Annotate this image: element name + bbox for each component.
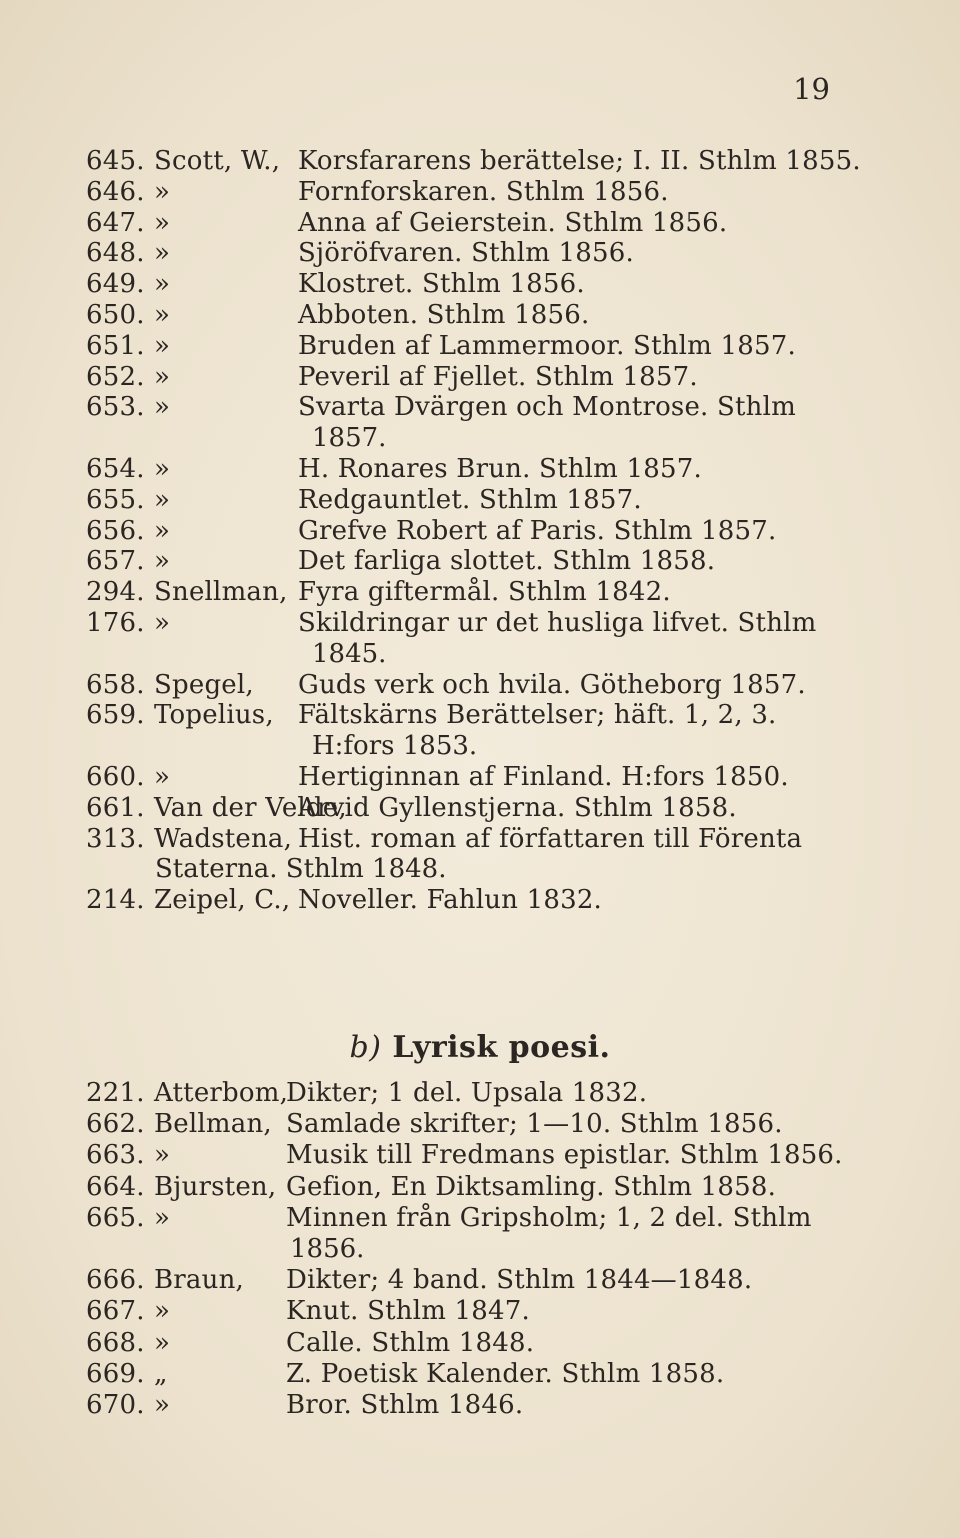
entry-author: Bellman,	[154, 1109, 272, 1140]
list-item	[86, 824, 876, 854]
entry-number: 660.	[86, 762, 145, 792]
entry-author: »	[154, 269, 171, 300]
entry-title: Fornforskaren. Sthlm 1856.	[298, 176, 669, 207]
list-item	[86, 1265, 876, 1295]
list-item	[86, 1078, 876, 1108]
entry-author: Snellman,	[154, 577, 288, 608]
list-item	[86, 485, 876, 515]
entry-author: Topelius,	[154, 700, 274, 731]
list-item	[86, 1296, 876, 1326]
entry-author: Atterbom,	[154, 1078, 289, 1108]
entry-number: 214.	[86, 885, 145, 916]
entry-title: Samlade skrifter; 1—10. Sthlm 1856.	[286, 1109, 783, 1140]
entry-number: 313.	[86, 823, 145, 854]
list-item	[86, 146, 876, 176]
entry-title: Bruden af Lammermoor. Sthlm 1857.	[298, 330, 796, 361]
entry-title: Anna af Geierstein. Sthlm 1856.	[298, 207, 728, 238]
entry-author: Van der Velde,	[154, 792, 347, 823]
entry-title: Sjöröfvaren. Sthlm 1856.	[298, 238, 634, 269]
entry-title: Redgauntlet. Sthlm 1857.	[298, 484, 642, 515]
entry-author: »	[154, 207, 171, 238]
entry-author: Zeipel, C.,	[154, 885, 291, 916]
list-item	[86, 608, 876, 638]
entry-author: »	[154, 515, 171, 546]
list-item	[86, 577, 876, 607]
entry-author: »	[154, 392, 171, 423]
entry-number: 654.	[86, 454, 145, 484]
entry-title: Grefve Robert af Paris. Sthlm 1857.	[298, 515, 777, 546]
entry-number: 663.	[86, 1140, 145, 1171]
entry-number: 648.	[86, 238, 145, 269]
list-item	[86, 177, 876, 207]
section-letter: b)	[349, 1030, 382, 1065]
entry-author: »	[154, 238, 171, 269]
entry-continuation: 1857.	[312, 423, 387, 454]
list-item	[86, 454, 876, 484]
entry-author: Scott, W.,	[154, 146, 281, 176]
entry-number: 664.	[86, 1171, 145, 1202]
list-item	[86, 516, 876, 546]
entry-number: 294.	[86, 577, 145, 608]
list-item	[86, 208, 876, 238]
entry-author: »	[154, 330, 171, 361]
entry-author: »	[154, 454, 171, 484]
entry-author: »	[154, 1296, 171, 1327]
entry-number: 655.	[86, 484, 145, 515]
entry-number: 667.	[86, 1296, 145, 1327]
entry-title: Skildringar ur det husliga lifvet. Sthlm	[298, 608, 817, 638]
entry-number: 651.	[86, 330, 145, 361]
entry-title: Guds verk och hvila. Götheborg 1857.	[298, 669, 806, 700]
entry-continuation: 1856.	[290, 1234, 365, 1264]
entry-title: Dikter; 4 band. Sthlm 1844—1848.	[286, 1265, 753, 1296]
section-title: Lyrisk poesi.	[392, 1030, 611, 1065]
entry-title: Arvid Gyllenstjerna. Sthlm 1858.	[298, 792, 737, 823]
list-item	[86, 392, 876, 422]
list-item	[86, 1140, 876, 1170]
entry-title: Abboten. Sthlm 1856.	[298, 300, 590, 330]
entry-number: 658.	[86, 669, 145, 700]
entry-title: Korsfararens berättelse; I. II. Sthlm 1855.	[298, 146, 861, 176]
list-item	[86, 762, 876, 792]
entry-author: »	[154, 361, 171, 392]
entry-number: 646.	[86, 176, 145, 207]
entry-title: Hist. roman af författaren till Förenta	[298, 823, 803, 854]
list-item	[86, 362, 876, 392]
entry-number: 656.	[86, 515, 145, 546]
entry-title: Gefion, En Diktsamling. Sthlm 1858.	[286, 1171, 777, 1202]
list-item	[86, 238, 876, 268]
list-item	[86, 700, 876, 730]
entry-title: Z. Poetisk Kalender. Sthlm 1858.	[286, 1358, 725, 1389]
entry-title: Fyra giftermål. Sthlm 1842.	[298, 577, 671, 608]
list-item	[86, 885, 876, 915]
entry-number: 647.	[86, 207, 145, 238]
list-item	[86, 269, 876, 299]
entry-continuation: H:fors 1853.	[312, 731, 478, 762]
entry-author: »	[154, 176, 171, 207]
entry-author: »	[154, 1390, 171, 1420]
entry-number: 221.	[86, 1078, 145, 1108]
entry-number: 665.	[86, 1202, 145, 1233]
entry-author: »	[154, 762, 171, 792]
entry-title: Hertiginnan af Finland. H:fors 1850.	[298, 762, 789, 792]
list-item	[86, 546, 876, 576]
entry-number: 661.	[86, 792, 145, 823]
entry-title: Bror. Sthlm 1846.	[286, 1390, 524, 1420]
list-item	[86, 1390, 876, 1420]
entry-continuation: 1845.	[312, 638, 387, 669]
entry-author: »	[154, 546, 171, 577]
entry-number: 650.	[86, 300, 145, 330]
entry-title: Musik till Fredmans epistlar. Sthlm 1856.	[286, 1140, 843, 1171]
entry-author: »	[154, 484, 171, 515]
list-item	[86, 670, 876, 700]
list-item	[86, 300, 876, 330]
page-number: 19	[793, 72, 830, 106]
entry-number: 652.	[86, 361, 145, 392]
entry-author: »	[154, 608, 171, 638]
list-item	[86, 1203, 876, 1233]
entry-number: 666.	[86, 1265, 145, 1296]
entry-author: »	[154, 1140, 171, 1171]
entry-title: Svarta Dvärgen och Montrose. Sthlm	[298, 392, 796, 423]
entry-author: Spegel,	[154, 669, 254, 700]
entry-continuation: Staterna. Sthlm 1848.	[155, 854, 447, 885]
entry-title: Noveller. Fahlun 1832.	[298, 885, 603, 916]
entry-title: Calle. Sthlm 1848.	[286, 1327, 535, 1358]
entry-title: Det farliga slottet. Sthlm 1858.	[298, 546, 716, 577]
entry-author: »	[154, 300, 171, 330]
entry-title: Knut. Sthlm 1847.	[286, 1296, 530, 1327]
entry-number: 670.	[86, 1390, 145, 1420]
entry-title: H. Ronares Brun. Sthlm 1857.	[298, 454, 702, 484]
entry-number: 657.	[86, 546, 145, 577]
entry-number: 669.	[86, 1358, 145, 1389]
entry-title: Dikter; 1 del. Upsala 1832.	[286, 1078, 648, 1108]
entry-author: „	[154, 1358, 168, 1389]
entry-title: Peveril af Fjellet. Sthlm 1857.	[298, 361, 698, 392]
entry-number: 645.	[86, 146, 145, 176]
entry-number: 659.	[86, 700, 145, 731]
entry-author: Bjursten,	[154, 1171, 277, 1202]
list-item	[86, 1109, 876, 1139]
entry-title: Fältskärns Berättelser; häft. 1, 2, 3.	[298, 700, 777, 731]
entry-number: 668.	[86, 1327, 145, 1358]
list-item	[86, 331, 876, 361]
entry-title: Minnen från Gripsholm; 1, 2 del. Sthlm	[286, 1202, 812, 1233]
list-item	[86, 793, 876, 823]
entry-author: Braun,	[154, 1265, 244, 1296]
list-item	[86, 1359, 876, 1389]
entry-author: »	[154, 1202, 171, 1233]
entry-number: 653.	[86, 392, 145, 423]
entry-number: 176.	[86, 608, 145, 638]
entry-author: »	[154, 1327, 171, 1358]
list-item	[86, 1328, 876, 1358]
section-heading	[0, 1030, 960, 1065]
entry-number: 649.	[86, 269, 145, 300]
entry-title: Klostret. Sthlm 1856.	[298, 269, 585, 300]
entry-author: Wadstena,	[154, 823, 293, 854]
list-item	[86, 1172, 876, 1202]
entry-number: 662.	[86, 1109, 145, 1140]
